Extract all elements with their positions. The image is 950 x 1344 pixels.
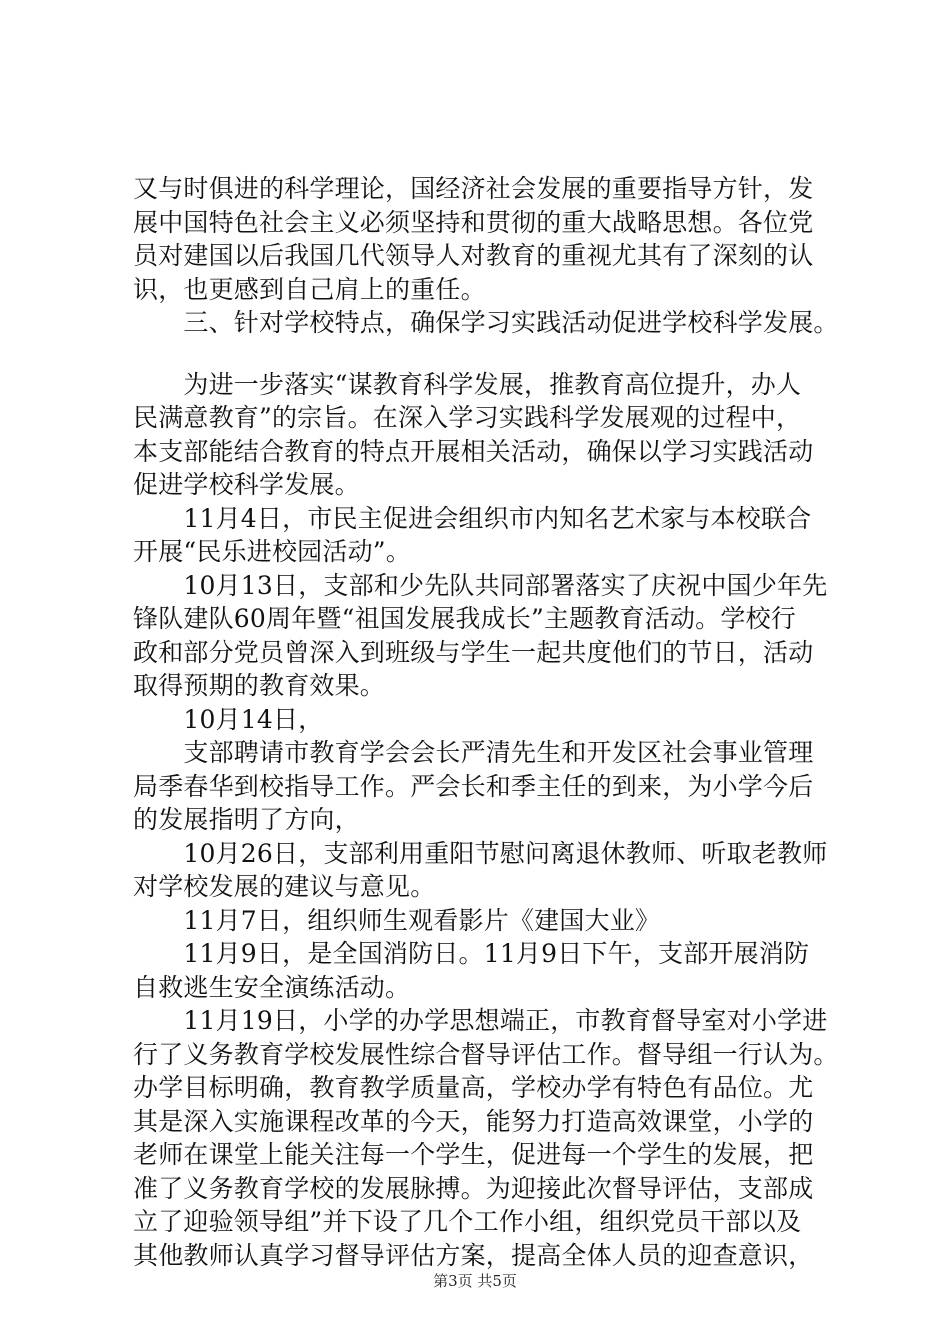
text-line: 其是深入实施课程改革的今天，能努力打造高效课堂，小学的: [133, 1106, 814, 1136]
text-line: 11月9日，是全国消防日。11月9日下午，支部开展消防: [133, 939, 810, 968]
text-line: 取得预期的教育效果。: [133, 671, 386, 700]
text-line: 政和部分党员曾深入到班级与学生一起共度他们的节日，活动: [133, 637, 814, 667]
text-line: 促进学校科学发展。: [133, 470, 360, 499]
text-line: 行了义务教育学校发展性综合督导评估工作。督导组一行认为。: [133, 1039, 839, 1069]
text-line: 锋队建队60周年暨“祖国发展我成长”主题教育活动。学校行: [133, 604, 796, 633]
page-number-footer: 第3页 共5页: [433, 1272, 517, 1290]
text-line: 展中国特色社会主义必须坚持和贯彻的重大战略思想。各位党: [133, 207, 814, 237]
text-line: 老师在课堂上能关注每一个学生，促进每一个学生的发展，把: [133, 1140, 814, 1169]
text-line: 11月4日，市民主促进会组织市内知名艺术家与本校联合: [133, 503, 812, 533]
text-line: 10月14日，: [133, 704, 324, 734]
text-line: 11月19日，小学的办学思想端正，市教育督导室对小学进: [133, 1006, 828, 1035]
text-line: 自救逃生安全演练活动。: [133, 972, 411, 1002]
text-line: 的发展指明了方向，: [133, 805, 360, 834]
text-line: 办学目标明确，教育教学质量高，学校办学有特色有品位。尤: [133, 1073, 814, 1102]
text-line: 10月13日，支部和少先队共同部署落实了庆祝中国少年先: [133, 570, 828, 600]
text-line: 局季春华到校指导工作。严会长和季主任的到来，为小学今后: [133, 771, 814, 801]
document-body: [133, 172, 839, 1272]
blank-line: [133, 340, 833, 368]
text-line: 识，也更感到自己肩上的重任。: [133, 274, 486, 304]
text-line: 10月26日，支部利用重阳节慰问离退休教师、听取老教师: [133, 838, 828, 868]
section-heading: 三、针对学校特点，确保学习实践活动促进学校科学发展。: [133, 308, 839, 337]
text-line: 对学校发展的建议与意见。: [133, 872, 436, 901]
text-line: 本支部能结合教育的特点开展相关活动，确保以学习实践活动: [133, 436, 814, 466]
text-line: 立了迎验领导组”并下设了几个工作小组，组织党员干部以及: [133, 1207, 802, 1236]
text-line: 员对建国以后我国几代领导人对教育的重视尤其有了深刻的认: [133, 241, 814, 270]
text-line: 准了义务教育学校的发展脉搏。为迎接此次督导评估，支部成: [133, 1173, 814, 1203]
text-line: 11月7日，组织师生观看影片《建国大业》: [133, 905, 661, 935]
text-line: 为进一步落实“谋教育科学发展，推教育高位提升，办人: [133, 369, 802, 399]
text-line: 开展“民乐进校园活动”。: [133, 537, 411, 566]
text-line: 民满意教育”的宗旨。在深入学习实践科学发展观的过程中，: [133, 403, 802, 432]
text-line: 支部聘请市教育学会会长严清先生和开发区社会事业管理: [133, 738, 814, 767]
text-line: 又与时俱进的科学理论，国经济社会发展的重要指导方针，发: [133, 174, 814, 203]
text-line: 其他教师认真学习督导评估方案，提高全体人员的迎查意识，: [133, 1240, 814, 1270]
